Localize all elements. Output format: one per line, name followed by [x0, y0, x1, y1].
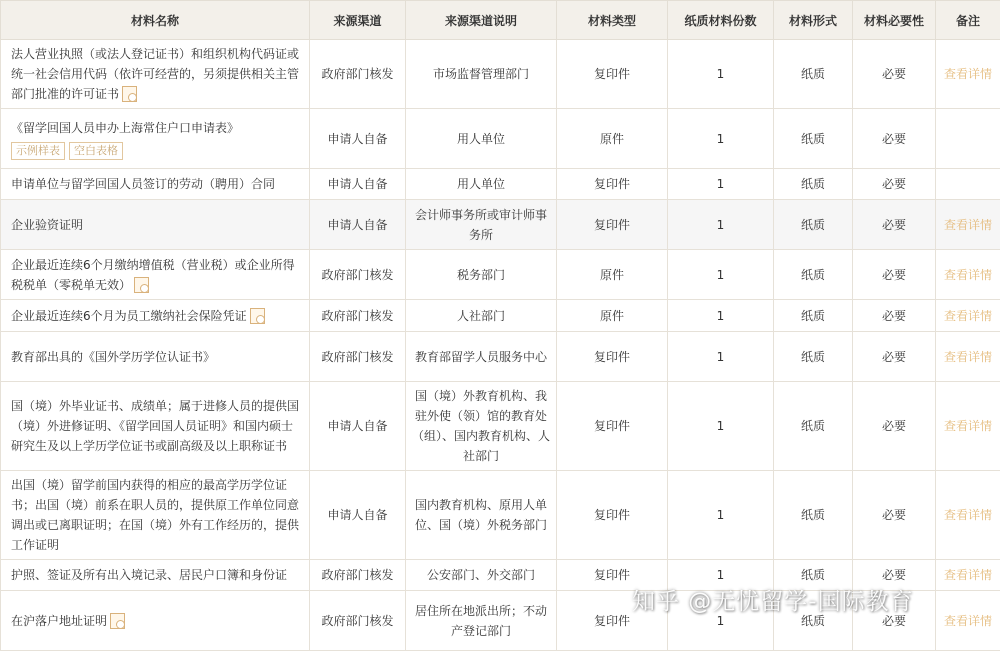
need-cell: 必要 — [853, 591, 936, 651]
sample-file-icon[interactable] — [250, 308, 265, 324]
need-cell: 必要 — [853, 471, 936, 560]
sample-file-icon[interactable] — [134, 277, 149, 293]
material-name-cell — [1, 200, 310, 250]
note-cell — [936, 591, 1000, 651]
channel-cell: 政府部门核发 — [310, 560, 406, 591]
table-row — [1, 382, 1000, 471]
channel-cell: 申请人自备 — [310, 109, 406, 169]
type-cell: 原件 — [557, 109, 668, 169]
material-name-cell — [1, 591, 310, 651]
form-cell: 纸质 — [774, 169, 853, 200]
desc-cell: 国（境）外教育机构、我驻外使（领）馆的教育处（组）、国内教育机构、人社部门 — [406, 382, 557, 471]
material-name: 企业最近连续6个月缴纳增值税（营业税）或企业所得税税单（零税单无效） — [11, 258, 295, 292]
view-details-link[interactable]: 查看详情 — [944, 309, 992, 323]
channel-cell: 政府部门核发 — [310, 40, 406, 109]
material-name-cell — [1, 40, 310, 109]
note-cell — [936, 382, 1000, 471]
note-cell — [936, 560, 1000, 591]
table-row — [1, 300, 1000, 332]
copies-cell: 1 — [668, 591, 774, 651]
material-name: 法人营业执照（或法人登记证书）和组织机构代码证或统一社会信用代码（依许可经营的，另须提供相关主管部门批准的许可证书 — [11, 47, 299, 101]
form-cell: 纸质 — [774, 591, 853, 651]
need-cell: 必要 — [853, 300, 936, 332]
view-details-link[interactable]: 查看详情 — [944, 218, 992, 232]
col-header-channel-desc: 来源渠道说明 — [406, 1, 557, 40]
view-details-link[interactable]: 查看详情 — [944, 508, 992, 522]
sample-form-button[interactable]: 示例样表 — [11, 142, 65, 160]
header-row — [1, 1, 1000, 40]
col-header-source-channel: 来源渠道 — [310, 1, 406, 40]
table-row — [1, 169, 1000, 200]
note-cell — [936, 332, 1000, 382]
copies-cell: 1 — [668, 560, 774, 591]
form-cell: 纸质 — [774, 200, 853, 250]
material-name: 教育部出具的《国外学历学位认证书》 — [11, 350, 215, 364]
watermark: 知乎 @无忧留学-国际教育 — [632, 583, 914, 616]
channel-cell: 申请人自备 — [310, 382, 406, 471]
copies-cell: 1 — [668, 200, 774, 250]
note-cell — [936, 250, 1000, 300]
material-name: 企业最近连续6个月为员工缴纳社会保险凭证 — [11, 309, 247, 323]
view-details-link[interactable]: 查看详情 — [944, 67, 992, 81]
material-name: 国（境）外毕业证书、成绩单；属于进修人员的提供国（境）外进修证明、《留学回国人员证明》和国内硕士研究生及以上学历学位证书或副高级及以上职称证书 — [11, 399, 299, 453]
form-cell: 纸质 — [774, 109, 853, 169]
copies-cell: 1 — [668, 382, 774, 471]
need-cell: 必要 — [853, 382, 936, 471]
material-name-cell — [1, 560, 310, 591]
material-name-cell — [1, 300, 310, 332]
form-cell: 纸质 — [774, 560, 853, 591]
desc-cell: 国内教育机构、原用人单位、国（境）外税务部门 — [406, 471, 557, 560]
material-name: 《留学回国人员申办上海常住户口申请表》 — [11, 121, 239, 135]
type-cell: 原件 — [557, 300, 668, 332]
table-row — [1, 471, 1000, 560]
table-row — [1, 200, 1000, 250]
form-cell: 纸质 — [774, 40, 853, 109]
type-cell: 复印件 — [557, 200, 668, 250]
need-cell: 必要 — [853, 560, 936, 591]
need-cell: 必要 — [853, 169, 936, 200]
col-header-necessity: 材料必要性 — [853, 1, 936, 40]
desc-cell: 会计师事务所或审计师事务所 — [406, 200, 557, 250]
type-cell: 复印件 — [557, 471, 668, 560]
need-cell: 必要 — [853, 250, 936, 300]
view-details-link[interactable]: 查看详情 — [944, 268, 992, 282]
channel-cell: 申请人自备 — [310, 471, 406, 560]
note-cell — [936, 169, 1000, 200]
note-cell — [936, 471, 1000, 560]
need-cell: 必要 — [853, 332, 936, 382]
channel-cell: 政府部门核发 — [310, 591, 406, 651]
channel-cell: 申请人自备 — [310, 200, 406, 250]
desc-cell: 用人单位 — [406, 109, 557, 169]
copies-cell: 1 — [668, 109, 774, 169]
material-name: 企业验资证明 — [11, 218, 83, 232]
form-cell: 纸质 — [774, 382, 853, 471]
need-cell: 必要 — [853, 200, 936, 250]
note-cell — [936, 200, 1000, 250]
type-cell: 复印件 — [557, 169, 668, 200]
material-name-cell — [1, 382, 310, 471]
type-cell: 原件 — [557, 250, 668, 300]
material-name: 在沪落户地址证明 — [11, 614, 107, 628]
note-cell — [936, 40, 1000, 109]
material-name-cell — [1, 109, 310, 169]
table-row — [1, 109, 1000, 169]
form-cell: 纸质 — [774, 471, 853, 560]
sample-file-icon[interactable] — [110, 613, 125, 629]
sample-file-icon[interactable] — [122, 86, 137, 102]
col-header-material-type: 材料类型 — [557, 1, 668, 40]
copies-cell: 1 — [668, 169, 774, 200]
col-header-form: 材料形式 — [774, 1, 853, 40]
desc-cell: 居住所在地派出所；不动产登记部门 — [406, 591, 557, 651]
need-cell: 必要 — [853, 40, 936, 109]
form-cell: 纸质 — [774, 300, 853, 332]
desc-cell: 教育部留学人员服务中心 — [406, 332, 557, 382]
material-name: 护照、签证及所有出入境记录、居民户口簿和身份证 — [11, 568, 287, 582]
material-name-cell — [1, 169, 310, 200]
material-name-cell — [1, 250, 310, 300]
channel-cell: 申请人自备 — [310, 169, 406, 200]
form-cell: 纸质 — [774, 332, 853, 382]
type-cell: 复印件 — [557, 382, 668, 471]
material-name-cell — [1, 332, 310, 382]
table-row — [1, 40, 1000, 109]
material-name: 申请单位与留学回国人员签订的劳动（聘用）合同 — [11, 177, 275, 191]
channel-cell: 政府部门核发 — [310, 300, 406, 332]
col-header-note: 备注 — [936, 1, 1000, 40]
col-header-material-name: 材料名称 — [1, 1, 310, 40]
desc-cell: 公安部门、外交部门 — [406, 560, 557, 591]
view-details-link[interactable]: 查看详情 — [944, 614, 992, 628]
copies-cell: 1 — [668, 471, 774, 560]
view-details-link[interactable]: 查看详情 — [944, 350, 992, 364]
type-cell: 复印件 — [557, 40, 668, 109]
desc-cell: 税务部门 — [406, 250, 557, 300]
desc-cell: 用人单位 — [406, 169, 557, 200]
col-header-copies: 纸质材料份数 — [668, 1, 774, 40]
table-row — [1, 250, 1000, 300]
copies-cell: 1 — [668, 332, 774, 382]
table-row — [1, 332, 1000, 382]
type-cell: 复印件 — [557, 560, 668, 591]
blank-form-button[interactable]: 空白表格 — [69, 142, 123, 160]
copies-cell: 1 — [668, 40, 774, 109]
form-cell: 纸质 — [774, 250, 853, 300]
view-details-link[interactable]: 查看详情 — [944, 419, 992, 433]
need-cell: 必要 — [853, 109, 936, 169]
material-name-cell — [1, 471, 310, 560]
desc-cell: 人社部门 — [406, 300, 557, 332]
note-cell — [936, 109, 1000, 169]
note-cell — [936, 300, 1000, 332]
view-details-link[interactable]: 查看详情 — [944, 568, 992, 582]
channel-cell: 政府部门核发 — [310, 250, 406, 300]
channel-cell: 政府部门核发 — [310, 332, 406, 382]
type-cell: 复印件 — [557, 591, 668, 651]
copies-cell: 1 — [668, 300, 774, 332]
copies-cell: 1 — [668, 250, 774, 300]
material-name: 出国（境）留学前国内获得的相应的最高学历学位证书；出国（境）前系在职人员的，提供原工作单位同意调出或已离职证明；在国（境）外有工作经历的，提供工作证明 — [11, 478, 299, 552]
type-cell: 复印件 — [557, 332, 668, 382]
desc-cell: 市场监督管理部门 — [406, 40, 557, 109]
